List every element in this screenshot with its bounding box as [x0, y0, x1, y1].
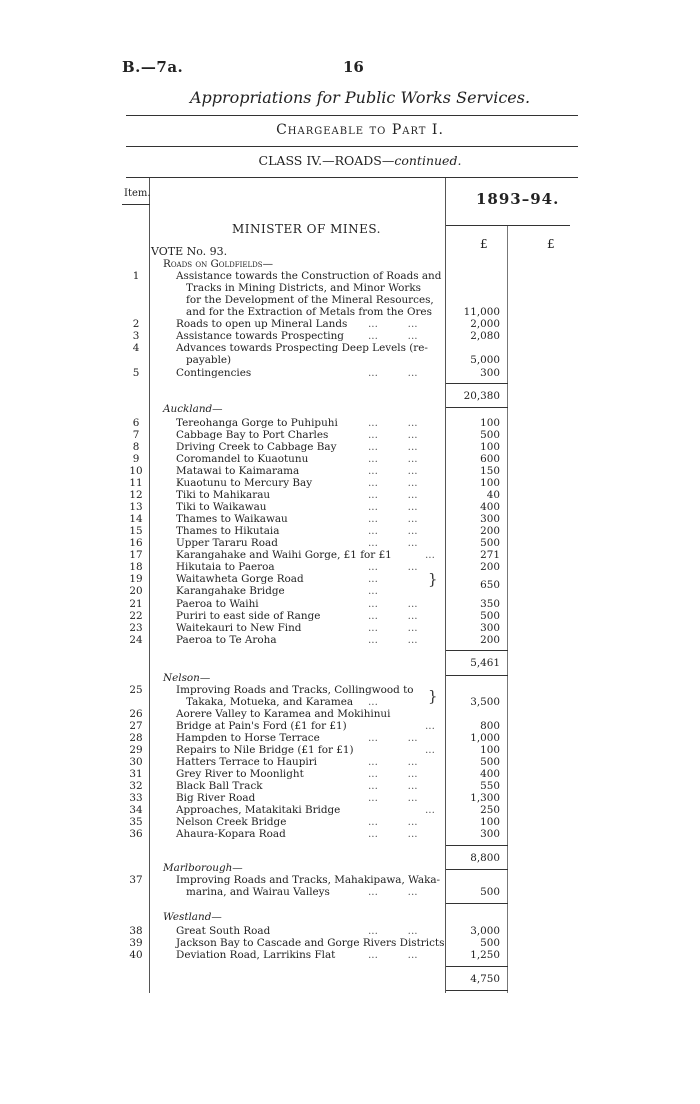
item-number: 16	[129, 537, 143, 549]
item-number: 34	[129, 804, 143, 816]
item-number: 9	[132, 453, 140, 465]
item-description: Karangahake Bridge	[176, 585, 285, 597]
leader-dots: ...	[425, 549, 435, 561]
brace: }	[428, 570, 438, 588]
leader-dots: ...	[368, 585, 378, 597]
item-number: 13	[129, 501, 143, 513]
leader-dots: ... ...	[368, 537, 418, 549]
item-amount: 350	[480, 598, 500, 610]
item-amount: 500	[480, 886, 500, 898]
item-number: 26	[129, 708, 143, 720]
item-number: 29	[129, 744, 143, 756]
subtotal-rule	[446, 845, 508, 846]
item-number: 11	[129, 477, 143, 489]
item-number: 3	[132, 330, 140, 342]
item-number: 40	[129, 949, 143, 961]
item-description: Coromandel to Kuaotunu	[176, 453, 309, 465]
leader-dots: ... ...	[368, 465, 418, 477]
item-number: 39	[129, 937, 143, 949]
title-rule	[126, 115, 578, 116]
item-amount: 100	[480, 744, 500, 756]
item-description: Matawai to Kaimarama	[176, 465, 300, 477]
item-amount: 500	[480, 610, 500, 622]
leader-dots: ... ...	[368, 501, 418, 513]
subtotal-amount: 4,750	[470, 973, 500, 985]
item-description: Waitawheta Gorge Road	[176, 573, 304, 585]
document-reference: B.—7a.	[122, 58, 184, 76]
item-description: Grey River to Moonlight	[176, 768, 304, 780]
item-description: Assistance towards the Construction of Roads and	[176, 270, 442, 282]
item-description: Tracks in Mining Districts, and Minor Works	[186, 282, 422, 294]
bracketed-amount: 650	[480, 579, 500, 591]
vote-heading: VOTE No. 93.	[151, 245, 228, 258]
item-number: 6	[132, 417, 140, 429]
item-number: 15	[129, 525, 143, 537]
leader-dots: ... ...	[368, 828, 418, 840]
item-description: Approaches, Matakitaki Bridge	[176, 804, 341, 816]
goldfields-heading: Roads on Goldfields—	[163, 258, 273, 270]
item-number: 28	[129, 732, 143, 744]
leader-dots: ... ...	[368, 780, 418, 792]
item-description: Aorere Valley to Karamea and Mokihinui	[176, 708, 391, 720]
chargeable-heading: Chargeable to Part I.	[276, 122, 444, 138]
item-amount: 300	[480, 828, 500, 840]
region-heading-nelson: Nelson—	[163, 672, 211, 684]
leader-dots: ...	[368, 573, 378, 585]
item-amount: 500	[480, 429, 500, 441]
item-amount: 150	[480, 465, 500, 477]
item-number: 25	[129, 684, 143, 696]
item-amount: 250	[480, 804, 500, 816]
item-amount: 200	[480, 634, 500, 646]
item-description: Improving Roads and Tracks, Collingwood to	[176, 684, 414, 696]
item-amount: 2,000	[470, 318, 500, 330]
region-heading-auckland: Auckland—	[163, 403, 223, 415]
item-description: Repairs to Nile Bridge (£1 for £1)	[176, 744, 354, 756]
item-number: 8	[132, 441, 140, 453]
leader-dots: ... ...	[368, 513, 418, 525]
leader-dots: ... ...	[368, 489, 418, 501]
item-amount: 1,300	[470, 792, 500, 804]
leader-dots: ... ...	[368, 756, 418, 768]
minister-heading: MINISTER OF MINES.	[232, 222, 381, 236]
leader-dots: ... ...	[368, 441, 418, 453]
item-description: Improving Roads and Tracks, Mahakipawa, Waka-	[176, 874, 441, 886]
item-description: Paeroa to Waihi	[176, 598, 259, 610]
leader-dots: ... ...	[368, 417, 418, 429]
item-number: 17	[129, 549, 143, 561]
item-amount: 1,250	[470, 949, 500, 961]
item-number: 23	[129, 622, 143, 634]
item-description: Hatters Terrace to Haupiri	[176, 756, 317, 768]
region-heading-westland: Westland—	[163, 911, 222, 923]
subtotal-rule	[446, 903, 508, 904]
leader-dots: ... ...	[368, 792, 418, 804]
item-description: Upper Tararu Road	[176, 537, 278, 549]
item-number: 32	[129, 780, 143, 792]
leader-dots: ... ...	[368, 598, 418, 610]
region-heading-marlborough: Marlborough—	[163, 862, 243, 874]
leader-dots: ... ...	[368, 367, 418, 379]
class-heading: CLASS IV.—ROADS—continued.	[258, 153, 462, 168]
item-amount: 5,000	[470, 354, 500, 366]
leader-dots: ... ...	[368, 561, 418, 573]
item-description: and for the Extraction of Metals from the Ores	[186, 306, 432, 318]
pound-column-header: £	[480, 237, 488, 251]
item-description: Waitekauri to New Find	[176, 622, 302, 634]
subtotal-rule	[446, 990, 508, 991]
bracketed-amount: 3,500	[470, 696, 500, 708]
item-description: Takaka, Motueka, and Karamea	[186, 696, 354, 708]
subtotal-rule	[446, 675, 508, 676]
subtotal-rule	[446, 407, 508, 408]
item-number: 33	[129, 792, 143, 804]
item-amount: 300	[480, 513, 500, 525]
item-amount: 300	[480, 622, 500, 634]
year-head-rule	[446, 225, 570, 226]
leader-dots: ... ...	[368, 525, 418, 537]
item-description: Thames to Waikawau	[176, 513, 288, 525]
item-description: Bridge at Pain's Ford (£1 for £1)	[176, 720, 347, 732]
item-description: Nelson Creek Bridge	[176, 816, 287, 828]
subtotal-amount: 8,800	[470, 852, 500, 864]
item-amount: 1,000	[470, 732, 500, 744]
item-description: Cabbage Bay to Port Charles	[176, 429, 329, 441]
item-description: Assistance towards Prospecting	[176, 330, 344, 342]
leader-dots: ... ...	[368, 610, 418, 622]
leader-dots: ...	[425, 720, 435, 732]
subtotal-rule	[446, 383, 508, 384]
item-amount: 500	[480, 756, 500, 768]
item-column-header: Item.	[124, 188, 151, 199]
brace: }	[428, 687, 438, 705]
item-description: Tiki to Mahikarau	[176, 489, 271, 501]
item-description: Tereohanga Gorge to Puhipuhi	[176, 417, 338, 429]
item-description: Advances towards Prospecting Deep Levels (re-	[176, 342, 428, 354]
item-number: 21	[129, 598, 143, 610]
item-description: Driving Creek to Cabbage Bay	[176, 441, 337, 453]
item-description: Black Ball Track	[176, 780, 263, 792]
item-number: 14	[129, 513, 143, 525]
leader-dots: ... ...	[368, 477, 418, 489]
leader-dots: ...	[368, 696, 378, 708]
item-amount: 100	[480, 816, 500, 828]
item-number: 18	[129, 561, 143, 573]
item-description: Thames to Hikutaia	[176, 525, 280, 537]
leader-dots: ...	[425, 744, 435, 756]
item-description: Great South Road	[176, 925, 271, 937]
subtotal-rule	[446, 869, 508, 870]
item-amount: 11,000	[463, 306, 500, 318]
item-amount: 271	[480, 549, 500, 561]
item-description: Jackson Bay to Cascade and Gorge Rivers Districts	[176, 937, 445, 949]
item-number: 30	[129, 756, 143, 768]
leader-dots: ... ...	[368, 732, 418, 744]
item-description: Paeroa to Te Aroha	[176, 634, 277, 646]
subtotal-amount: 20,380	[463, 390, 500, 402]
leader-dots: ... ...	[368, 622, 418, 634]
item-amount: 100	[480, 417, 500, 429]
pound-column-header-2: £	[547, 237, 555, 251]
item-description: marina, and Wairau Valleys	[186, 886, 330, 898]
leader-dots: ... ...	[368, 768, 418, 780]
item-description: Kuaotunu to Mercury Bay	[176, 477, 313, 489]
item-description: Hikutaia to Paeroa	[176, 561, 275, 573]
item-col-border	[149, 178, 150, 993]
item-description: Karangahake and Waihi Gorge, £1 for £1	[176, 549, 392, 561]
leader-dots: ... ...	[368, 816, 418, 828]
leader-dots: ... ...	[368, 453, 418, 465]
item-number: 2	[132, 318, 140, 330]
item-description: Tiki to Waikawau	[176, 501, 267, 513]
page-title: Appropriations for Public Works Services.	[189, 88, 531, 107]
leader-dots: ... ...	[368, 925, 418, 937]
item-number: 5	[132, 367, 140, 379]
leader-dots: ... ...	[368, 330, 418, 342]
leader-dots: ... ...	[368, 318, 418, 330]
item-amount: 500	[480, 937, 500, 949]
item-number: 24	[129, 634, 143, 646]
item-number: 37	[129, 874, 143, 886]
item-amount: 300	[480, 367, 500, 379]
item-amount: 100	[480, 441, 500, 453]
item-amount: 400	[480, 768, 500, 780]
subtotal-amount: 5,461	[470, 657, 500, 669]
item-number: 4	[132, 342, 140, 354]
page-number: 16	[343, 58, 364, 76]
item-description: payable)	[186, 354, 232, 366]
item-description: for the Development of the Mineral Resources,	[186, 294, 434, 306]
item-number: 10	[129, 465, 143, 477]
item-amount: 3,000	[470, 925, 500, 937]
item-number: 22	[129, 610, 143, 622]
item-amount: 500	[480, 537, 500, 549]
item-number: 12	[129, 489, 143, 501]
item-amount: 400	[480, 501, 500, 513]
item-description: Hampden to Horse Terrace	[176, 732, 320, 744]
item-amount: 2,080	[470, 330, 500, 342]
item-amount: 200	[480, 525, 500, 537]
table-top-rule	[126, 177, 578, 178]
charge-rule	[126, 146, 578, 147]
leader-dots: ... ...	[368, 429, 418, 441]
item-head-rule	[122, 204, 150, 205]
item-amount: 100	[480, 477, 500, 489]
amount-divider	[507, 226, 508, 993]
item-number: 19	[129, 573, 143, 585]
item-amount: 200	[480, 561, 500, 573]
item-amount: 550	[480, 780, 500, 792]
item-number: 36	[129, 828, 143, 840]
item-description: Roads to open up Mineral Lands	[176, 318, 348, 330]
leader-dots: ... ...	[368, 949, 418, 961]
leader-dots: ... ...	[368, 634, 418, 646]
leader-dots: ...	[425, 804, 435, 816]
item-amount: 600	[480, 453, 500, 465]
item-description: Ahaura-Kopara Road	[176, 828, 286, 840]
item-number: 35	[129, 816, 143, 828]
subtotal-rule	[446, 650, 508, 651]
item-description: Contingencies	[176, 367, 252, 379]
leader-dots: ... ...	[368, 886, 418, 898]
item-amount: 800	[480, 720, 500, 732]
item-number: 20	[129, 585, 143, 597]
item-description: Puriri to east side of Range	[176, 610, 321, 622]
item-amount: 40	[486, 489, 500, 501]
item-number: 7	[132, 429, 140, 441]
item-description: Deviation Road, Larrikins Flat	[176, 949, 336, 961]
item-number: 38	[129, 925, 143, 937]
item-number: 27	[129, 720, 143, 732]
subtotal-rule	[446, 966, 508, 967]
item-description: Big River Road	[176, 792, 256, 804]
year-column-header: 1893–94.	[476, 190, 560, 208]
item-number: 31	[129, 768, 143, 780]
item-number: 1	[132, 270, 140, 282]
